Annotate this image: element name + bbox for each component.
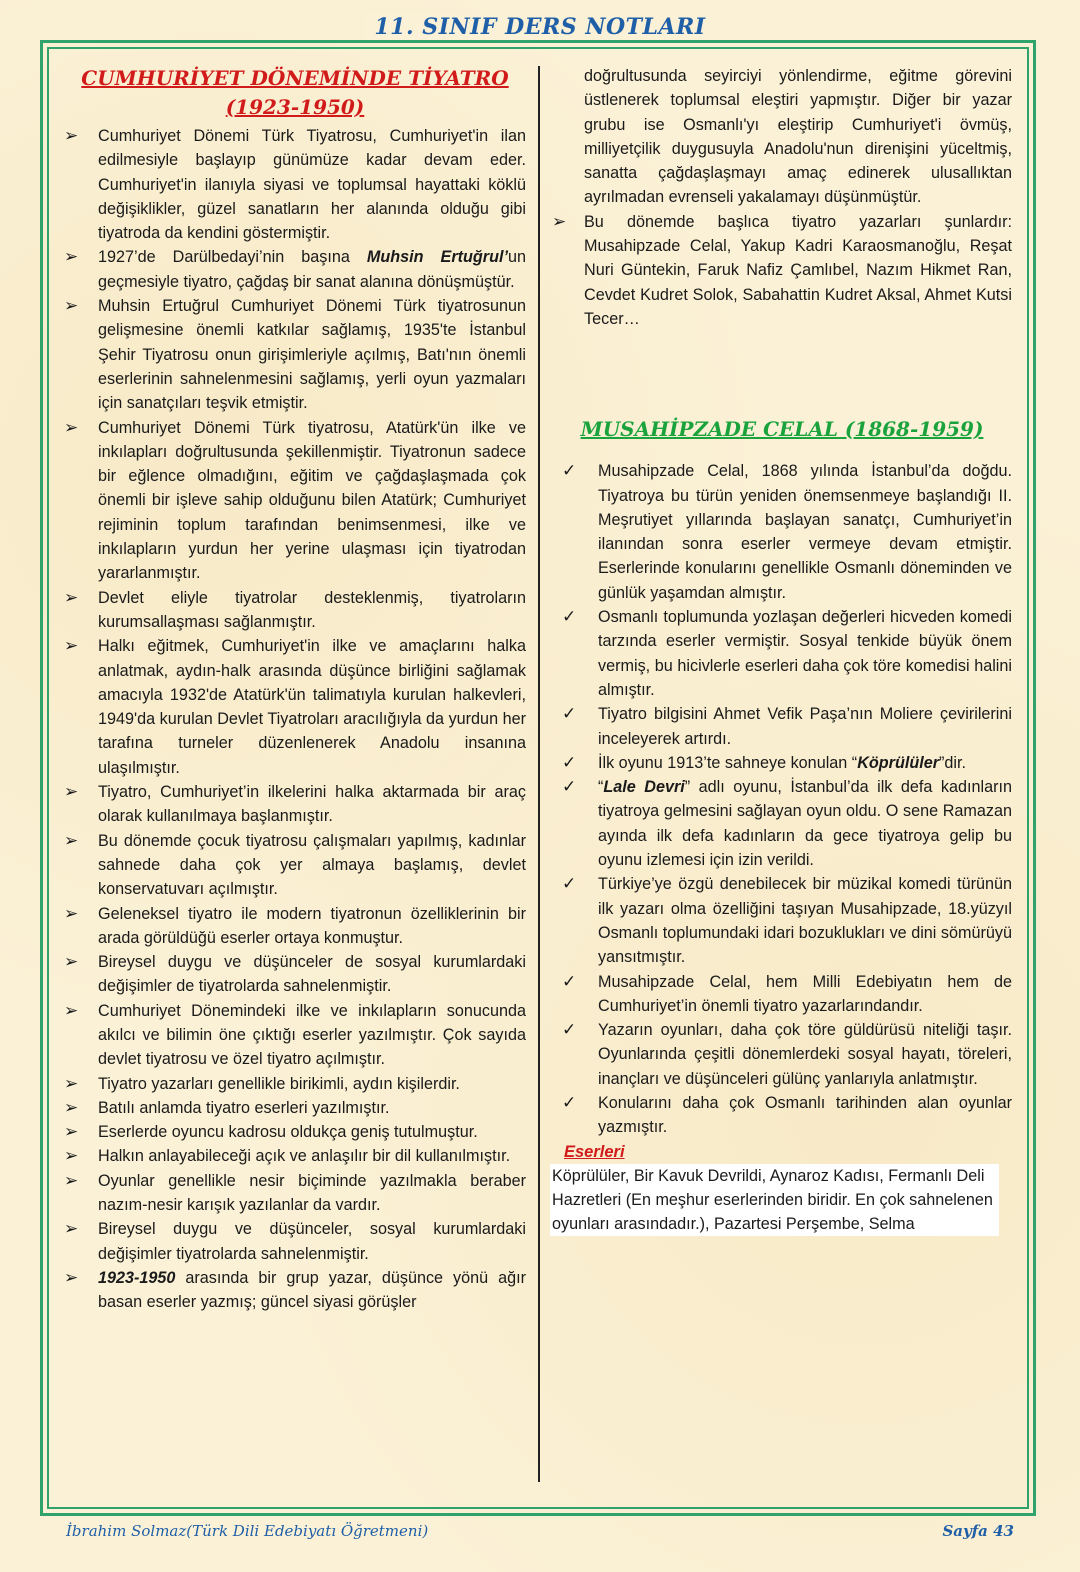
section-title-theatre: CUMHURİYET DÖNEMİNDE TİYATRO xyxy=(81,66,509,90)
arrow-bullet-icon: ➢ xyxy=(64,1267,79,1287)
check-bullet-icon: ✓ xyxy=(562,752,577,772)
authors-text: Bu dönemde başlıca tiyatro yazarları şunlardır: Musahipzade Celal, Yakup Kadri Karaosmanoğlu, Reşat Nuri Güntekin, Faruk Nafiz Çamlıbel, Nazım Hikmet Ran, Cevdet Kudret Solok, Sabahattin Kudret Aksal, Ahmet Kutsi Tecer… xyxy=(584,212,1012,328)
check-bullet-icon: ✓ xyxy=(562,874,577,894)
list-item xyxy=(64,1217,526,1266)
continuation-text: doğrultusunda seyirciyi yönlendirme, eğitme görevini üstlenerek toplumsal eleştiri yapmıştır. Diğer bir yazar grubu ise Osmanlı'yı eleştirip Cumhuriyet'i övmüş, milliyetçilik duygusuyla Anadolu'nun direnişini yüceltmiş, sanatta çağdaşlaşmayı amaç edinerek ulusallıktan ayrılmadan evrenseli yakalamayı düşünmüştür. xyxy=(584,67,1012,207)
list-item xyxy=(552,970,1012,1019)
item-text: Tiyatro bilgisini Ahmet Vefik Paşa’nın Moliere çevirilerini inceleyerek artırdı. xyxy=(598,705,1012,748)
footer-author: İbrahim Solmaz(Türk Dili Edebiyatı Öğretmeni) xyxy=(66,1522,429,1540)
check-bullet-list xyxy=(552,459,1012,1139)
list-item xyxy=(64,780,526,829)
list-item xyxy=(64,245,526,294)
item-text-emphasis: Muhsin Ertuğrul’ xyxy=(366,248,508,267)
list-item xyxy=(64,1096,526,1120)
item-text: Cumhuriyet Dönemindeki ilke ve inkılapların sonucunda akılcı ve bilimin öne çıktığı eserler yazılmıştır. Çok sayıda devlet tiyatrosu ve özel tiyatro açılmıştır. xyxy=(98,1001,526,1069)
list-item xyxy=(64,586,526,635)
item-text: Bireysel duygu ve düşünceler de sosyal kurumlardaki değişimler de tiyatrolarda sahnelenmiştir. xyxy=(98,953,526,996)
item-text: Batılı anlamda tiyatro eserleri yazılmıştır. xyxy=(98,1098,390,1117)
list-item xyxy=(552,459,1012,605)
works-list xyxy=(550,1164,999,1237)
arrow-bullet-icon: ➢ xyxy=(64,1000,79,1020)
arrow-bullet-icon: ➢ xyxy=(64,1097,79,1117)
left-bullet-list xyxy=(64,124,526,1315)
item-text-pre: 1927’de Darülbedayi’nin başına xyxy=(98,248,367,267)
arrow-bullet-icon: ➢ xyxy=(64,587,79,607)
item-text: Konularını daha çok Osmanlı tarihinden alan oyunlar yazmıştır. xyxy=(598,1093,1012,1137)
item-text: Tiyatro, Cumhuriyet’in ilkelerini halka aktarmada bir araç olarak kullanılmaya başlanmıştır. xyxy=(98,783,526,826)
footer-page-number: Sayfa 43 xyxy=(942,1522,1014,1540)
arrow-bullet-icon: ➢ xyxy=(64,296,79,316)
arrow-bullet-icon: ➢ xyxy=(64,830,79,850)
list-item xyxy=(64,829,526,902)
list-item xyxy=(64,634,526,780)
item-text: Geleneksel tiyatro ile modern tiyatronun özelliklerinin bir arada görüldüğü eserler ortaya konmuştur. xyxy=(98,904,526,947)
item-text: Cumhuriyet Dönemi Türk tiyatrosu, Atatürk'ün ilke ve inkılapları doğrultusunda şekillenmiştir. Tiyatronun sadece bir eğlence olmadığını, eğitim ve çağdaşlaşmada çok önemli bir işleve sahip olduğunu bilen Atatürk; Cumhuriyet rejiminin toplum tarafından benimsenmesi, ilke ve inkılapların yurdun her yerine ulaşması için tiyatrodan yararlanmıştır. xyxy=(98,418,526,583)
list-item xyxy=(552,1091,1012,1140)
arrow-bullet-icon: ➢ xyxy=(64,247,79,267)
list-item xyxy=(552,605,1012,702)
item-text: Osmanlı toplumunda yozlaşan değerleri hicveden komedi tarzında eserler vermiştir. Sosyal tenkide büyük önem vermiş, bu hicivlerle eserleri daha çok töre komedisi halini almıştır. xyxy=(598,608,1012,699)
item-text: ” adlı oyunu, İstanbul’da ilk defa kadınların tiyatroya gelmesini sağlayan oyun oldu. O sene Ramazan ayında ilk defa kadınların da gece tiyatroya gelip bu oyunu izlemesi için izin verildi. xyxy=(598,778,1012,870)
arrow-bullet-icon: ➢ xyxy=(64,1073,79,1093)
list-item xyxy=(64,1120,526,1144)
left-column xyxy=(64,64,526,1315)
right-bullet-list xyxy=(552,64,1012,331)
list-item xyxy=(552,775,1012,872)
list-item xyxy=(552,751,1012,775)
arrow-bullet-icon: ➢ xyxy=(64,952,79,972)
item-text: Halkın anlayabileceği açık ve anlaşılır bir dil kullanılmıştır. xyxy=(98,1147,511,1166)
list-item xyxy=(552,872,1012,969)
item-text: Muhsin Ertuğrul Cumhuriyet Dönemi Türk tiyatrosunun gelişmesine önemli katkılar sağlamış, 1935'te İstanbul Şehir Tiyatrosu onun girişimleriyle açılmış, Batı'nın önemli eserlerinin sahnelenmesini sağlamış, yerli oyun yazmaları için sanatçıları teşvik etmiştir. xyxy=(98,297,526,413)
item-text: Cumhuriyet Dönemi Türk Tiyatrosu, Cumhuriyet'in ilan edilmesiyle başlayıp günümüze kadar devam eder. Cumhuriyet'in ilanıyla siyasi ve toplumsal hayattaki köklü değişiklikler, güzel sanatların her alanında olduğu gibi tiyatroda da kendini göstermiştir. xyxy=(98,127,526,243)
item-text: arasında bir grup yazar, düşünce yönü ağır basan eserler yazmış; güncel siyasi görüşler xyxy=(98,1268,526,1312)
item-text: Musahipzade Celal, 1868 yılında İstanbul’da doğdu. Tiyatroya bu türün yeniden önemsenmeye başlandığı II. Meşrutiyet yıllarında başlayan sanatçı, Cumhuriyet’in ilanından sonra eserler vermeye devam etmiştir. Eserlerinde konularını genellikle Osmanlı döneminden ve günlük yaşamdan almıştır. xyxy=(598,462,1012,602)
item-text-emphasis: 1923-1950 xyxy=(98,1268,176,1287)
check-bullet-icon: ✓ xyxy=(562,1020,577,1040)
right-column xyxy=(552,64,1012,1236)
works-label: Eserleri xyxy=(564,1142,625,1161)
list-item-authors xyxy=(552,210,1012,331)
check-bullet-icon: ✓ xyxy=(562,1092,577,1112)
column-divider xyxy=(538,66,540,1482)
arrow-bullet-icon: ➢ xyxy=(64,903,79,923)
item-text: Devlet eliyle tiyatrolar desteklenmiş, tiyatroların kurumsallaşması sağlanmıştır. xyxy=(98,588,526,631)
item-text: Halkı eğitmek, Cumhuriyet'in ilke ve amaçlarını halka anlatmak, aydın-halk arasında düşünce birliğini sağlamak amacıyla 1932'de Atatürk'ün talimatıyla kurulan halkevleri, 1949'da kurulan Devlet Tiyatroları aracılığıyla da yurdun her tarafına turneler düzenlenerek Anadolu insanına ulaşılmıştır. xyxy=(98,637,526,777)
list-item xyxy=(552,702,1012,751)
item-text: Musahipzade Celal, hem Milli Edebiyatın hem de Cumhuriyet’in önemli tiyatro yazarlarındandır. xyxy=(598,972,1012,1015)
list-item xyxy=(64,294,526,415)
list-item xyxy=(64,124,526,245)
arrow-bullet-icon: ➢ xyxy=(64,636,79,656)
arrow-bullet-icon: ➢ xyxy=(64,1122,79,1142)
item-text: Bu dönemde çocuk tiyatrosu çalışmaları yapılmış, kadınlar sahnede daha çok yer almaya başlamış, devlet konservatuvarı açılmıştır. xyxy=(98,831,526,899)
check-bullet-icon: ✓ xyxy=(562,461,577,481)
item-text: ”dir. xyxy=(939,753,967,772)
list-item xyxy=(64,1072,526,1096)
item-text: Yazarın oyunları, daha çok töre güldürüsü niteliği taşır. Oyunlarında çeşitli dönemlerdeki sosyal hayatı, töreleri, inançları ve düşünceleri gülünç yanlarıyla anlatmıştır. xyxy=(598,1021,1012,1088)
check-bullet-icon: ✓ xyxy=(562,607,577,627)
list-item xyxy=(64,902,526,951)
arrow-bullet-icon: ➢ xyxy=(64,1170,79,1190)
arrow-bullet-icon: ➢ xyxy=(64,126,79,145)
spacer xyxy=(552,331,1012,417)
arrow-bullet-icon: ➢ xyxy=(64,1146,79,1166)
arrow-bullet-icon: ➢ xyxy=(64,417,79,437)
section-title-years: (1923-1950) xyxy=(225,95,365,119)
section-title-musahipzade: MUSAHİPZADE CELAL (1868-1959) xyxy=(580,417,984,442)
item-text-pre: “ xyxy=(598,778,604,797)
item-text-emphasis: Lale Devri xyxy=(603,778,685,797)
item-text-pre: İlk oyunu 1913’te sahneye konulan “ xyxy=(598,753,858,772)
list-item xyxy=(64,416,526,586)
arrow-bullet-icon: ➢ xyxy=(64,1219,79,1239)
item-text: Oyunlar genellikle nesir biçiminde yazılmakla beraber nazım-nesir karışık yazılanlar da vardır. xyxy=(98,1171,526,1215)
item-text: Tiyatro yazarları genellikle birikimli, aydın kişilerdir. xyxy=(98,1074,460,1093)
list-item-continuation xyxy=(552,64,1012,210)
list-item xyxy=(64,999,526,1072)
list-item xyxy=(64,1169,526,1218)
list-item xyxy=(64,1144,526,1168)
item-text-emphasis: Köprülüler xyxy=(857,753,940,772)
list-item xyxy=(552,1018,1012,1091)
check-bullet-icon: ✓ xyxy=(562,971,577,991)
check-bullet-icon: ✓ xyxy=(562,704,577,724)
works-text: Köprülüler, Bir Kavuk Devrildi, Aynaroz Kadısı, Fermanlı Deli Hazretleri (En meşhur eserlerinden biridir. En çok sahnelenen oyunları arasındadır.), Pazartesi Perşembe, Selma xyxy=(552,1166,993,1234)
list-item xyxy=(64,1266,526,1315)
item-text: Türkiye’ye özgü denebilecek bir müzikal komedi türünün ilk yazarı olma özelliğini taşıyan Musahipzade, 18.yüzyıl Osmanlı toplumundaki idari bozuklukları ve dini sömürüyü yansıtmıştır. xyxy=(598,875,1012,967)
item-text: un geçmesiyle tiyatro, çağdaş bir sanat alanına dönüşmüştür. xyxy=(98,248,526,291)
arrow-bullet-icon: ➢ xyxy=(64,782,79,802)
check-bullet-icon: ✓ xyxy=(562,777,577,797)
header-title: 11. SINIF DERS NOTLARI xyxy=(366,14,713,40)
item-text: Eserlerde oyuncu kadrosu oldukça geniş tutulmuştur. xyxy=(98,1123,478,1142)
list-item xyxy=(64,950,526,999)
arrow-bullet-icon: ➢ xyxy=(552,211,567,231)
item-text: Bireysel duygu ve düşünceler, sosyal kurumlardaki değişimler tiyatrolarda sahnelenmiştir. xyxy=(98,1220,526,1263)
page-header xyxy=(0,14,1080,40)
